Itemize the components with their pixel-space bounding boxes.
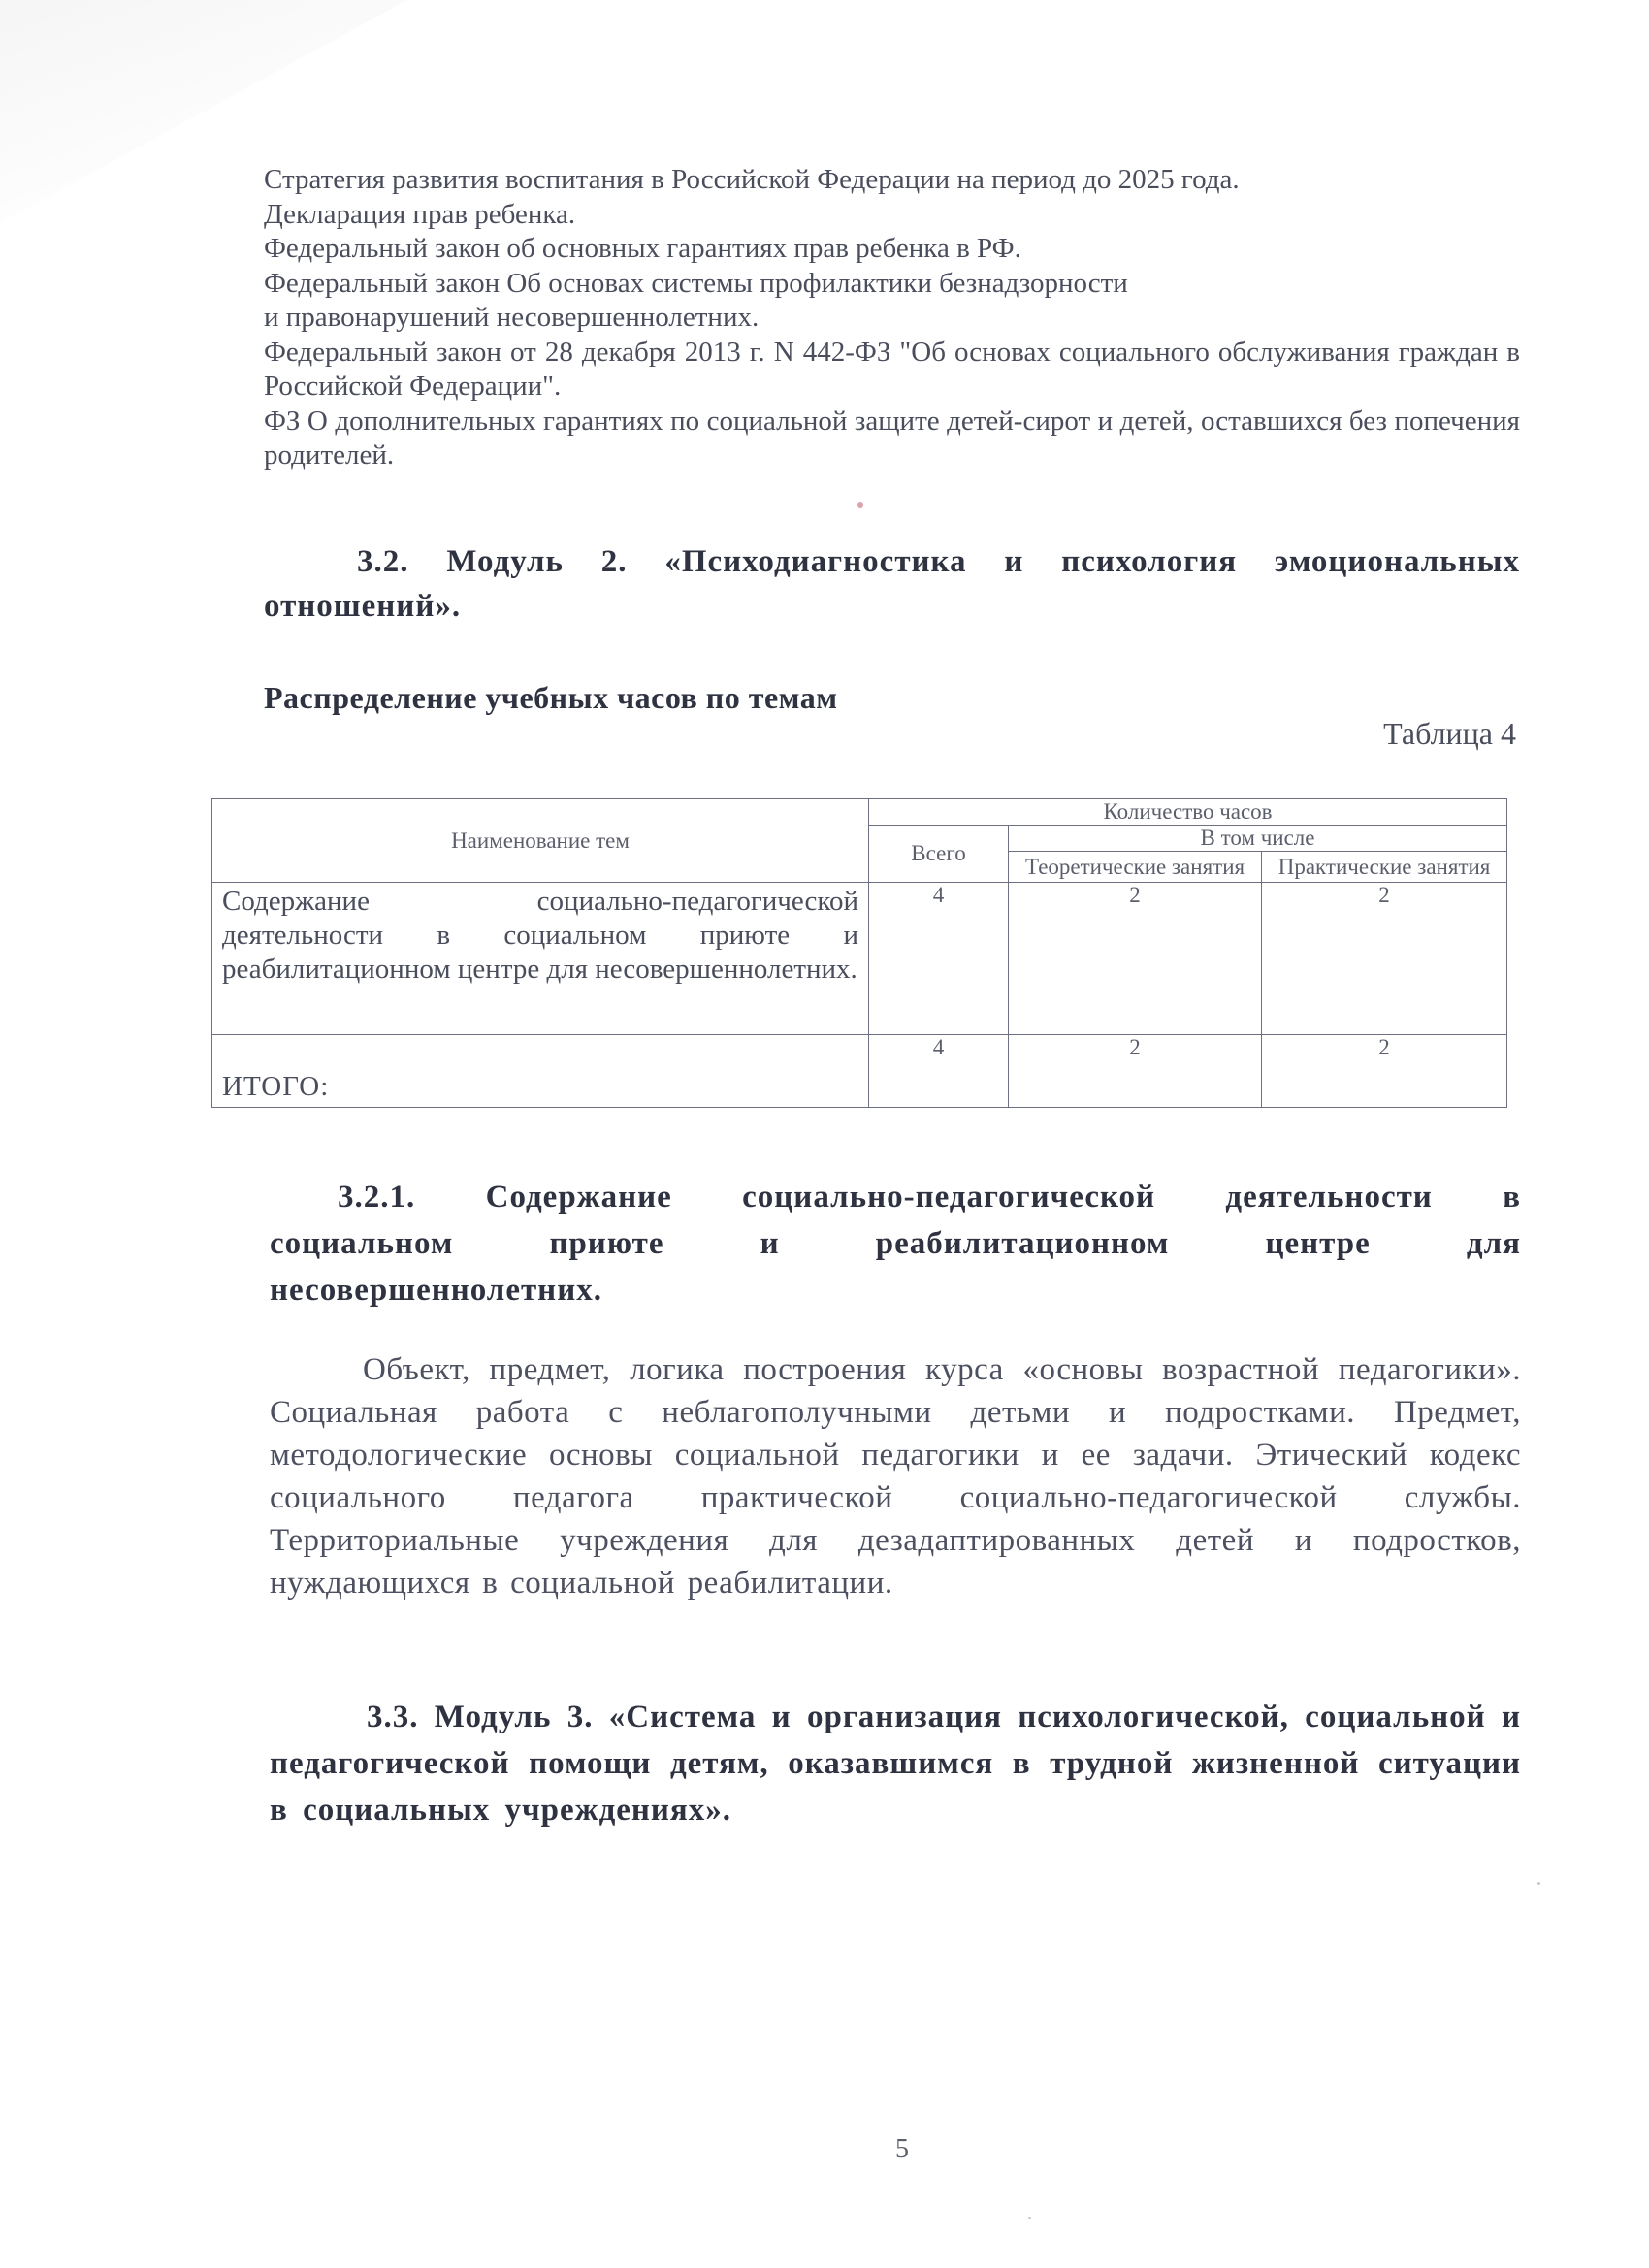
reference-item: Стратегия развития воспитания в Российской Федерации на период до 2025 года.: [264, 164, 1240, 195]
table-header-row: [212, 799, 1507, 826]
total-cell: 4: [869, 883, 1009, 1035]
summary-practice: 2: [1262, 1035, 1507, 1108]
section-3-2-1-heading: 3.2.1. Содержание социально-педагогической деятельности в социальном приюте и реабилитационном центре для несовершеннолетних.: [270, 1180, 1521, 1308]
reference-item: и правонарушений несовершеннолетних.: [264, 302, 760, 333]
table-row: [212, 883, 1507, 1035]
practice-cell: 2: [1262, 883, 1507, 1035]
distribution-title: Распределение учебных часов по темам: [264, 680, 838, 715]
reference-item: Федеральный закон от 28 декабря 2013 г. N 442-ФЗ "Об основах социального обслуживания граждан в Российской Федерации".: [264, 336, 1520, 402]
scan-speck: [1028, 2217, 1031, 2219]
hours-table: [211, 798, 1507, 1108]
reference-item: Федеральный закон об основных гарантиях прав ребенка в РФ.: [264, 233, 1021, 264]
page-number: 5: [895, 2134, 909, 2164]
topic-cell: Содержание социально-педагогической деятельности в социальном приюте и реабилитационном центре для несовершеннолетних.: [212, 883, 869, 1035]
header-topic-name: Наименование тем: [212, 799, 869, 883]
header-practice: Практические занятия: [1262, 852, 1507, 883]
table-label: Таблица 4: [1383, 716, 1516, 751]
section-3-2-1-body: Объект, предмет, логика построения курса «основы возрастной педагогики». Социальная работа с неблагополучными детьми и подростками. Предмет, методологические основы социальной педагогики и ее задачи. Этический кодекс социального педагога практической социально-педагогической службы. Территориальные учреждения для дезадаптированных детей и подростков, нуждающихся в социальной реабилитации.: [270, 1352, 1521, 1601]
ink-mark: [857, 502, 863, 508]
module-3-heading: 3.3. Модуль 3. «Система и организация психологической, социальной и педагогической помощи детям, оказавшимся в трудной жизненной ситуации в социальных учреждениях».: [270, 1700, 1521, 1828]
summary-theory: 2: [1009, 1035, 1262, 1108]
summary-label: ИТОГО:: [212, 1035, 869, 1108]
header-hours-count: Количество часов: [869, 799, 1507, 826]
reference-item: Федеральный закон Об основах системы профилактики безнадзорности: [264, 267, 1128, 299]
theory-cell: 2: [1009, 883, 1262, 1035]
summary-total: 4: [869, 1035, 1009, 1108]
reference-item: Декларация прав ребенка.: [264, 198, 576, 230]
header-including: В том числе: [1009, 826, 1507, 852]
references-list: [264, 163, 1520, 473]
module-2-heading: 3.2. Модуль 2. «Психодиагностика и психология эмоциональных отношений».: [264, 544, 1520, 624]
header-total: Всего: [869, 826, 1009, 883]
reference-item: ФЗ О дополнительных гарантиях по социальной защите детей-сирот и детей, оставшихся без попечения родителей.: [264, 405, 1520, 470]
scan-speck: [1537, 1882, 1540, 1885]
table-summary-row: [212, 1035, 1507, 1108]
header-theory: Теоретические занятия: [1009, 852, 1262, 883]
